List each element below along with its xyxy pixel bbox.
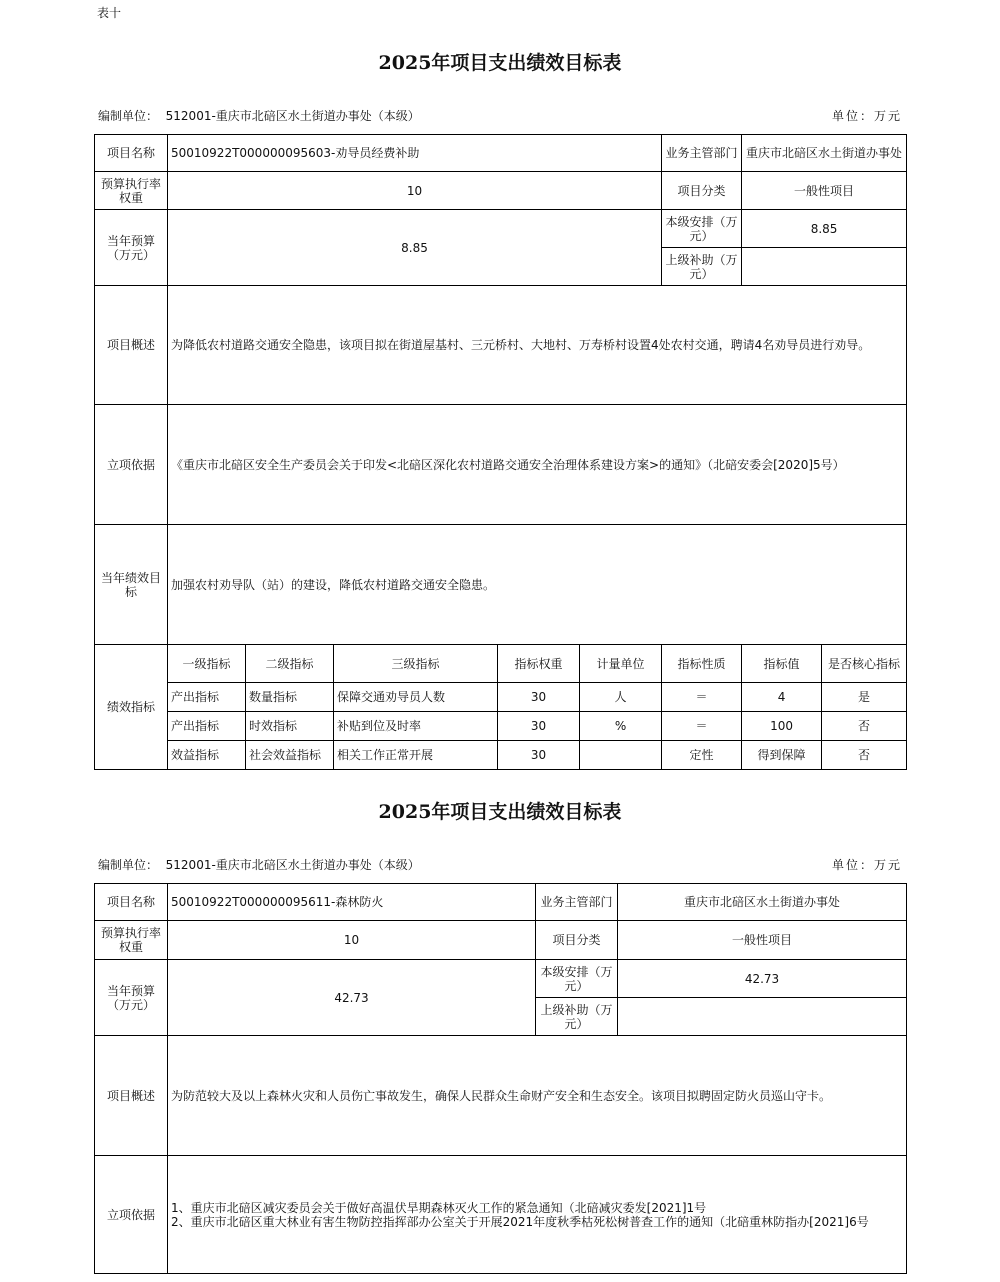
ind-cell: 得到保障 — [742, 741, 822, 770]
dept-label: 业务主管部门 — [662, 135, 742, 172]
basis-label: 立项依据 — [95, 1156, 168, 1274]
form2-table — [94, 883, 907, 1274]
form1-money-unit: 单位：万元 — [831, 109, 902, 123]
dept-value: 重庆市北碚区水土街道办事处 — [742, 135, 907, 172]
table-row — [95, 683, 907, 712]
table-row — [95, 712, 907, 741]
category-label: 项目分类 — [662, 172, 742, 210]
form1-unit-label: 编制单位： — [98, 109, 159, 123]
overview-label: 项目概述 — [95, 1036, 168, 1156]
weight-label: 预算执行率权重 — [95, 921, 168, 960]
category-value: 一般性项目 — [742, 172, 907, 210]
indicators-label: 绩效指标 — [95, 645, 168, 770]
ind-cell: 社会效益指标 — [246, 741, 334, 770]
ind-cell: 4 — [742, 683, 822, 712]
weight-label: 预算执行率权重 — [95, 172, 168, 210]
budget-value: 8.85 — [168, 210, 662, 286]
ind-cell: 相关工作正常开展 — [334, 741, 498, 770]
ind-header-weight: 指标权重 — [498, 645, 580, 683]
ind-cell — [580, 741, 662, 770]
ind-cell: 效益指标 — [168, 741, 246, 770]
ind-cell: 时效指标 — [246, 712, 334, 741]
ind-cell: 补贴到位及时率 — [334, 712, 498, 741]
ind-header-level3: 三级指标 — [334, 645, 498, 683]
form1-unit — [98, 107, 420, 124]
form2-money-unit: 单位：万元 — [831, 858, 902, 872]
form2-unit-value: 512001-重庆市北碚区水土街道办事处（本级） — [165, 858, 420, 872]
category-value: 一般性项目 — [618, 921, 907, 960]
form2-title: 2025年项目支出绩效目标表 — [378, 801, 622, 823]
ind-header-core: 是否核心指标 — [822, 645, 907, 683]
ind-header-unit: 计量单位 — [580, 645, 662, 683]
local-value: 8.85 — [742, 210, 907, 248]
overview-value: 为防范较大及以上森林火灾和人员伤亡事故发生，确保人民群众生命财产安全和生态安全。该项目拟聘固定防火员巡山守卡。 — [168, 1036, 907, 1156]
weight-value: 10 — [168, 172, 662, 210]
basis-line-1: 1、重庆市北碚区减灾委员会关于做好高温伏旱期森林灭火工作的紧急通知（北碚减灾委发[2021]1号 — [171, 1200, 707, 1215]
local-label: 本级安排（万元） — [662, 210, 742, 248]
ind-cell: 产出指标 — [168, 712, 246, 741]
ind-cell: 100 — [742, 712, 822, 741]
local-value: 42.73 — [618, 960, 907, 998]
project-name-label: 项目名称 — [95, 884, 168, 921]
project-name-value: 50010922T000000095611-森林防火 — [168, 884, 536, 921]
form1-table — [94, 134, 907, 770]
category-label: 项目分类 — [536, 921, 618, 960]
ind-cell: ＝ — [662, 683, 742, 712]
ind-cell: 定性 — [662, 741, 742, 770]
overview-label: 项目概述 — [95, 286, 168, 405]
dept-value: 重庆市北碚区水土街道办事处 — [618, 884, 907, 921]
project-name-value: 50010922T000000095603-劝导员经费补助 — [168, 135, 662, 172]
budget-value: 42.73 — [168, 960, 536, 1036]
ind-cell: 30 — [498, 683, 580, 712]
ind-cell: 30 — [498, 741, 580, 770]
table-row — [95, 741, 907, 770]
ind-cell: 否 — [822, 741, 907, 770]
ind-cell: 30 — [498, 712, 580, 741]
ind-cell: % — [580, 712, 662, 741]
ind-cell: 产出指标 — [168, 683, 246, 712]
upper-value — [618, 998, 907, 1036]
form1-unit-value: 512001-重庆市北碚区水土街道办事处（本级） — [165, 109, 420, 123]
basis-value: 《重庆市北碚区安全生产委员会关于印发<北碚区深化农村道路交通安全治理体系建设方案>的通知》（北碚安委会[2020]5号） — [168, 405, 907, 525]
upper-label: 上级补助（万元） — [662, 248, 742, 286]
ind-cell: 人 — [580, 683, 662, 712]
local-label: 本级安排（万元） — [536, 960, 618, 998]
ind-header-value: 指标值 — [742, 645, 822, 683]
goal-value: 加强农村劝导队（站）的建设，降低农村道路交通安全隐患。 — [168, 525, 907, 645]
ind-cell: 是 — [822, 683, 907, 712]
ind-cell: 否 — [822, 712, 907, 741]
overview-value: 为降低农村道路交通安全隐患，该项目拟在街道屋基村、三元桥村、大地村、万寿桥村设置4处农村交通，聘请4名劝导员进行劝导。 — [168, 286, 907, 405]
basis-value — [168, 1156, 907, 1274]
budget-label: 当年预算（万元） — [95, 960, 168, 1036]
form2-unit — [98, 856, 420, 873]
budget-label: 当年预算（万元） — [95, 210, 168, 286]
form1-title: 2025年项目支出绩效目标表 — [378, 52, 622, 74]
ind-cell: ＝ — [662, 712, 742, 741]
basis-label: 立项依据 — [95, 405, 168, 525]
form2-unit-label: 编制单位： — [98, 858, 159, 872]
ind-cell: 数量指标 — [246, 683, 334, 712]
weight-value: 10 — [168, 921, 536, 960]
upper-label: 上级补助（万元） — [536, 998, 618, 1036]
upper-value — [742, 248, 907, 286]
ind-header-nature: 指标性质 — [662, 645, 742, 683]
basis-line-2: 2、重庆市北碚区重大林业有害生物防控指挥部办公室关于开展2021年度秋季枯死松树普查工作的通知（北碚重林防指办[2021]6号 — [171, 1214, 869, 1229]
ind-header-level1: 一级指标 — [168, 645, 246, 683]
project-name-label: 项目名称 — [95, 135, 168, 172]
goal-label: 当年绩效目标 — [95, 525, 168, 645]
ind-header-level2: 二级指标 — [246, 645, 334, 683]
dept-label: 业务主管部门 — [536, 884, 618, 921]
ind-cell: 保障交通劝导员人数 — [334, 683, 498, 712]
page-label: 表十 — [97, 6, 122, 20]
